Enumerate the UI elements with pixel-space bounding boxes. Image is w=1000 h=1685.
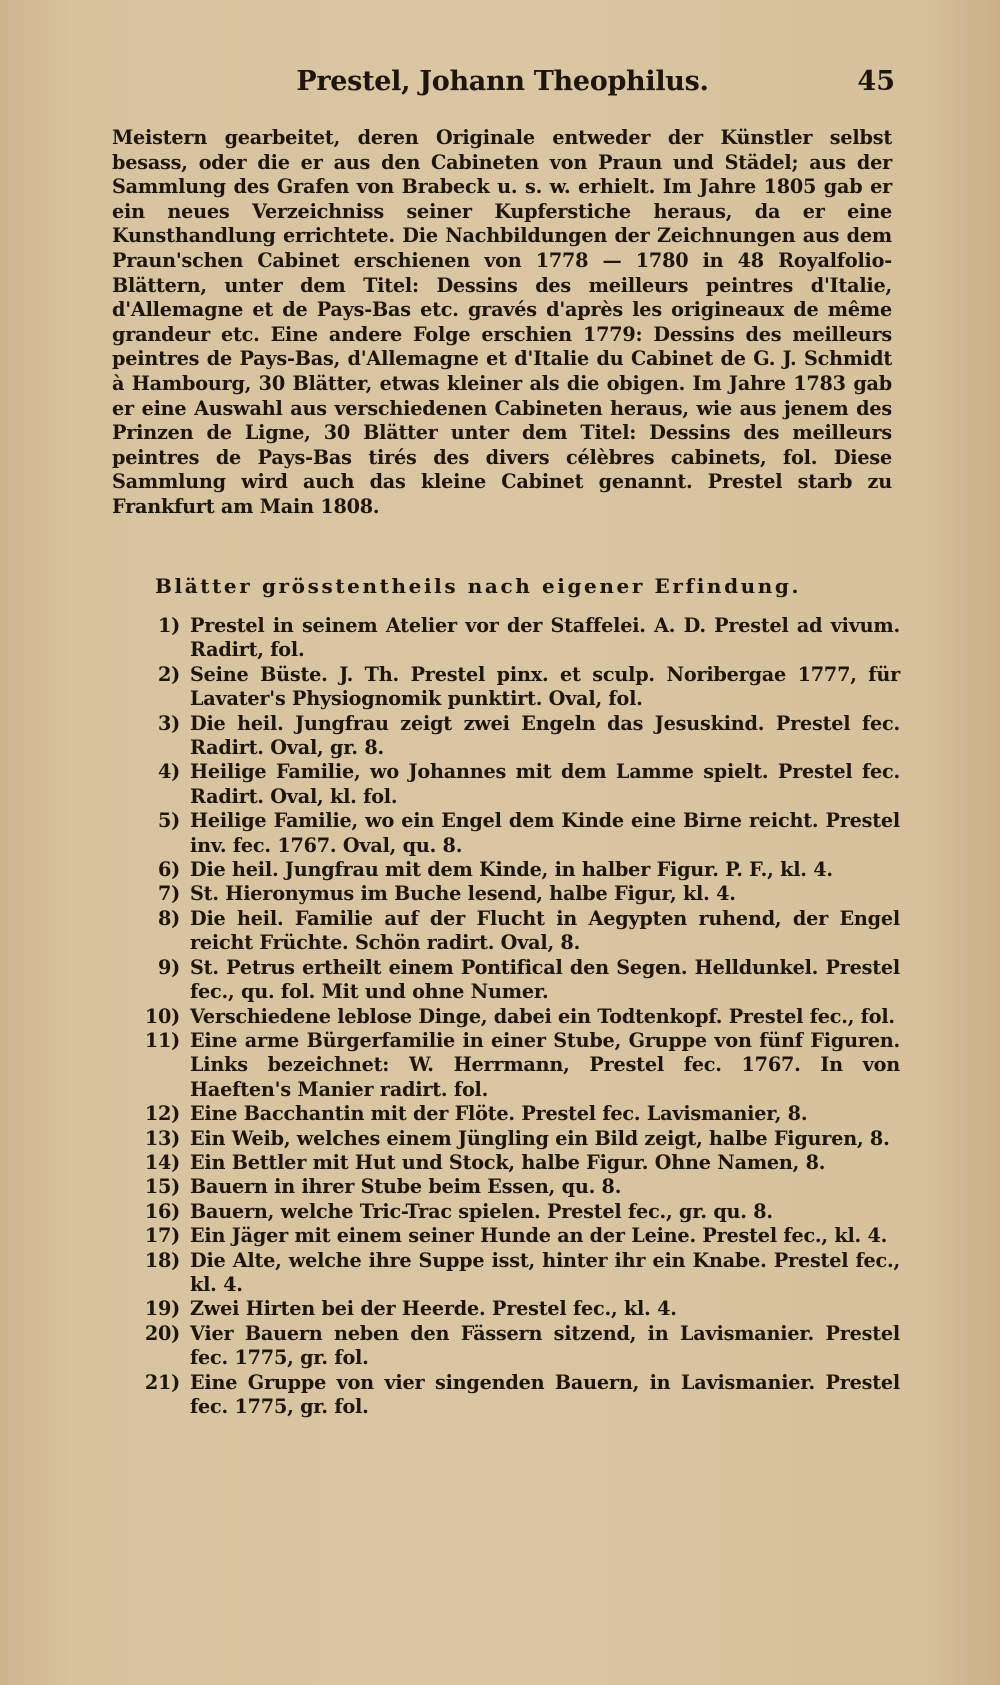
entry-text: Die heil. Jungfrau zeigt zwei Engeln das Jesuskind. Prestel fec. Radirt. Oval, gr. 8. <box>190 711 900 760</box>
catalogue-entry <box>120 858 900 882</box>
entry-number: 4) <box>157 760 180 784</box>
catalogue-entry <box>120 956 900 1005</box>
entry-number: 14) <box>144 1150 180 1174</box>
entry-number: 17) <box>144 1224 180 1248</box>
entry-number: 2) <box>157 662 180 686</box>
entry-text: Die Alte, welche ihre Suppe isst, hinter ihr ein Knabe. Prestel fec., kl. 4. <box>190 1248 900 1296</box>
catalogue-entry <box>120 882 900 906</box>
entry-number: 1) <box>157 614 180 637</box>
entry-number: 15) <box>144 1175 180 1199</box>
entry-text: St. Hieronymus im Buche lesend, halbe Figur, kl. 4. <box>190 882 736 906</box>
entry-text: Seine Büste. J. Th. Prestel pinx. et sculp. Noribergae 1777, für Lavater's Physiognomik punktirt. Oval, fol. <box>190 662 900 711</box>
catalogue-entry <box>120 1005 900 1029</box>
entry-text: Die heil. Familie auf der Flucht in Aegypten ruhend, der Engel reicht Früchte. Schön radirt. Oval, 8. <box>190 906 900 955</box>
catalogue-entry <box>120 907 900 956</box>
entry-number: 8) <box>157 906 180 930</box>
catalogue-entry <box>120 760 900 809</box>
entry-number: 9) <box>157 955 180 979</box>
catalogue-entry <box>120 809 900 858</box>
entry-text: Verschiedene leblose Dinge, dabei ein Todtenkopf. Prestel fec., fol. <box>190 1004 895 1028</box>
entry-text: St. Petrus ertheilt einem Pontifical den Segen. Helldunkel. Prestel fec., qu. fol. Mit und ohne Numer. <box>190 955 900 1004</box>
catalogue-entry <box>120 1102 900 1126</box>
entry-number: 5) <box>157 809 180 833</box>
entry-number: 12) <box>144 1102 180 1126</box>
entry-text: Prestel in seinem Atelier vor der Staffelei. A. D. Prestel ad vivum. Radirt, fol. <box>190 614 900 662</box>
catalogue-entry <box>120 663 900 712</box>
entry-number: 21) <box>144 1370 180 1394</box>
entry-number: 7) <box>157 882 180 906</box>
entry-number: 13) <box>144 1126 180 1150</box>
page-number: 45 <box>857 66 895 97</box>
entry-text: Ein Jäger mit einem seiner Hunde an der Leine. Prestel fec., kl. 4. <box>190 1224 888 1248</box>
entry-text: Eine Bacchantin mit der Flöte. Prestel fec. Lavismanier, 8. <box>190 1102 808 1126</box>
entry-text: Ein Bettler mit Hut und Stock, halbe Figur. Ohne Namen, 8. <box>190 1150 826 1174</box>
catalogue-entry <box>120 1224 900 1248</box>
entry-text: Bauern, welche Tric-Trac spielen. Prestel fec., gr. qu. 8. <box>190 1199 773 1223</box>
catalogue-entry <box>120 1200 900 1224</box>
entry-number: 6) <box>157 858 180 882</box>
entry-number: 10) <box>144 1004 180 1028</box>
entry-number: 11) <box>144 1028 180 1052</box>
catalogue-entry <box>120 712 900 761</box>
entry-text: Zwei Hirten bei der Heerde. Prestel fec., kl. 4. <box>190 1297 677 1321</box>
catalogue-entry <box>120 1127 900 1151</box>
catalogue-entry <box>120 1175 900 1199</box>
entry-number: 20) <box>144 1321 180 1345</box>
catalogue-entry <box>120 1322 900 1371</box>
entry-text: Bauern in ihrer Stube beim Essen, qu. 8. <box>190 1175 622 1199</box>
catalogue-entry <box>120 1029 900 1102</box>
entry-text: Heilige Familie, wo Johannes mit dem Lamme spielt. Prestel fec. Radirt. Oval, kl. fol. <box>190 760 900 808</box>
catalogue-entry <box>120 1249 900 1298</box>
catalogue-entry <box>120 614 900 663</box>
running-title: Prestel, Johann Theophilus. <box>296 66 709 97</box>
catalogue-entry <box>120 1371 900 1420</box>
catalogue-entries <box>120 614 900 1419</box>
entry-text: Vier Bauern neben den Fässern sitzend, in Lavismanier. Prestel fec. 1775, gr. fol. <box>190 1321 900 1370</box>
entry-number: 18) <box>144 1248 180 1272</box>
entry-text: Ein Weib, welches einem Jüngling ein Bild zeigt, halbe Figuren, 8. <box>190 1126 890 1150</box>
catalogue-entry <box>120 1151 900 1175</box>
entry-number: 19) <box>144 1297 180 1321</box>
entry-number: 3) <box>157 711 180 735</box>
entry-text: Eine arme Bürgerfamilie in einer Stube, Gruppe von fünf Figuren. Links bezeichnet: W. Herrmann, Prestel fec. 1767. In von Haeften's Manier radirt. fol. <box>190 1028 900 1101</box>
entry-text: Heilige Familie, wo ein Engel dem Kinde eine Birne reicht. Prestel inv. fec. 1767. Oval, qu. 8. <box>190 809 900 857</box>
entry-number: 16) <box>144 1199 180 1223</box>
intro-paragraph: Meistern gearbeitet, deren Originale entweder der Künstler selbst besass, oder die er aus den Cabineten von Praun und Städel; aus der Sammlung des Grafen von Brabeck u. s. w. erhielt. Im Jahre 1805 gab er ein neues Verzeichniss seiner Kupferstiche heraus, da er eine Kunsthandlung errichtete. Die Nachbildungen der Zeichnungen aus dem Praun'schen Cabinet erschienen von 1778 — 1780 in 48 Royalfolio-Blättern, unter dem Titel: Dessins des meilleurs peintres d'Italie, d'Allemagne et de Pays-Bas etc. gravés d'après les origineaux de même grandeur etc. Eine andere Folge erschien 1779: Dessins des meilleurs peintres de Pays-Bas, d'Allemagne et d'Italie du Cabinet de G. J. Schmidt à Hambourg, 30 Blätter, etwas kleiner als die obigen. Im Jahre 1783 gab er eine Auswahl aus verschiedenen Cabineten heraus, wie aus jenem des Prinzen de Ligne, 30 Blätter unter dem Titel: Dessins des meilleurs peintres de Pays-Bas tirés des divers célèbres cabinets, fol. Diese Sammlung wird auch das kleine Cabinet genannt. Prestel starb zu Frankfurt am Main 1808. <box>112 126 892 518</box>
entry-text: Die heil. Jungfrau mit dem Kinde, in halber Figur. P. F., kl. 4. <box>190 858 833 882</box>
catalogue-entry <box>120 1297 900 1321</box>
entry-text: Eine Gruppe von vier singenden Bauern, in Lavismanier. Prestel fec. 1775, gr. fol. <box>190 1370 900 1418</box>
page-header <box>110 62 895 106</box>
section-heading: Blätter grösstentheils nach eigener Erfindung. <box>155 574 802 598</box>
